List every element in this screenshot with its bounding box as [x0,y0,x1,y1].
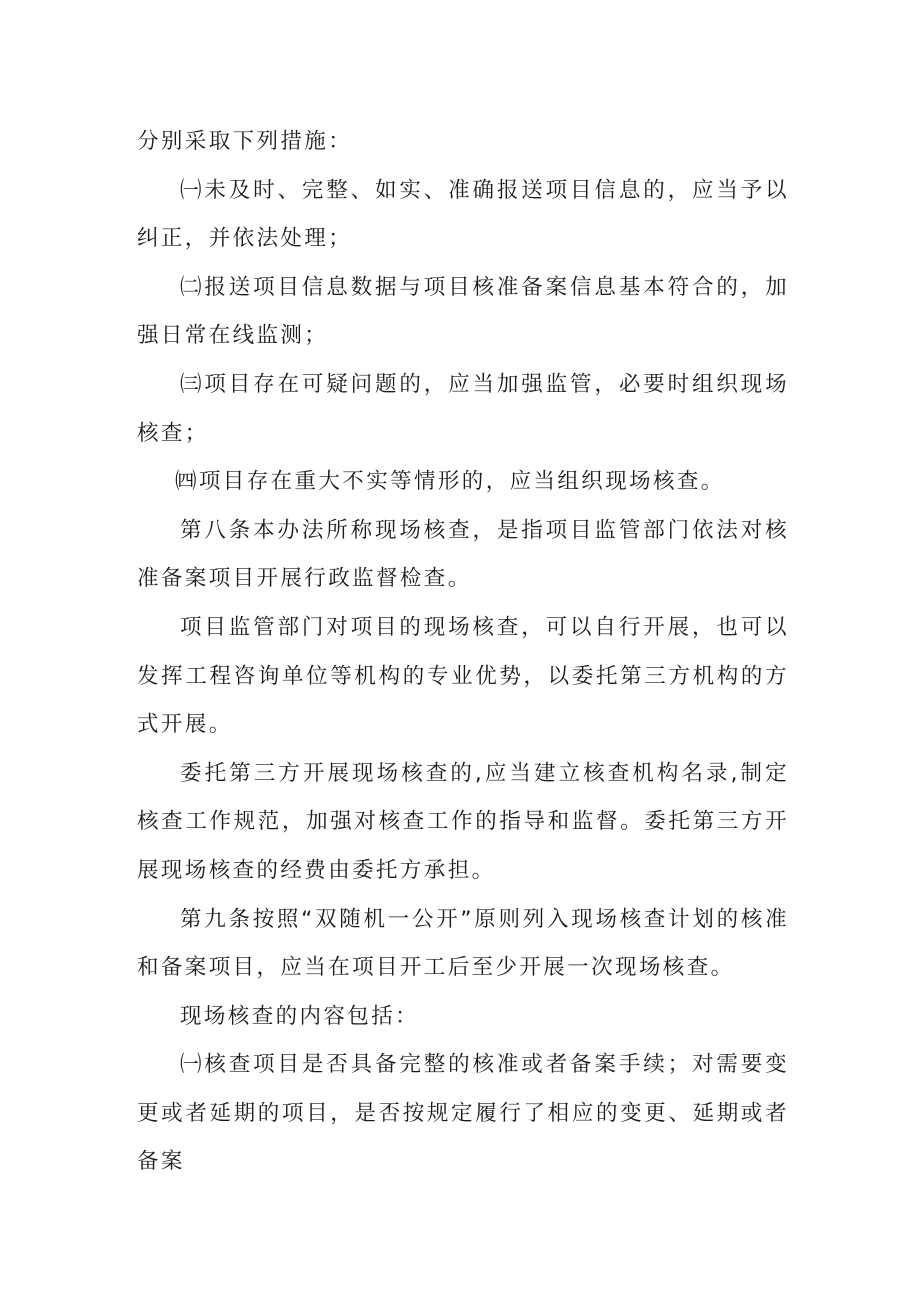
paragraph-measure-2: ㈡报送项目信息数据与项目核准备案信息基本符合的，加强日常在线监测； [137,274,789,349]
paragraph-continuation: 分别采取下列措施： [137,129,353,154]
paragraph-measure-1: ㈠未及时、完整、如实、准确报送项目信息的，应当予以纠正，并依法处理； [137,177,789,252]
paragraph-measure-3: ㈢项目存在可疑问题的，应当加强监管，必要时组织现场核查； [137,371,789,446]
paragraph-inspection-item-1: ㈠核查项目是否具备完整的核准或者备案手续；对需要变更或者延期的项目，是否按规定履行了相应的变更、延期或者备案 [137,1052,789,1175]
document-body [137,118,789,1187]
paragraph-article-8-delegation: 项目监管部门对项目的现场核查，可以自行开展，也可以发挥工程咨询单位等机构的专业优势，以委托第三方机构的方式开展。 [137,614,789,738]
paragraph-article-9: 第九条按照“双随机一公开”原则列入现场核查计划的核准和备案项目，应当在项目开工后至少开展一次现场核查。 [137,906,789,981]
paragraph-inspection-contents: 现场核查的内容包括： [180,1003,420,1029]
paragraph-article-8: 第八条本办法所称现场核查，是指项目监管部门依法对核准备案项目开展行政监督检查。 [137,517,789,592]
paragraph-article-8-third-party: 委托第三方开展现场核查的,应当建立核查机构名录,制定核查工作规范，加强对核查工作的指导和监督。委托第三方开展现场核查的经费由委托方承担。 [137,760,789,883]
paragraph-measure-4: ㈣项目存在重大不实等情形的，应当组织现场核查。 [175,469,725,495]
